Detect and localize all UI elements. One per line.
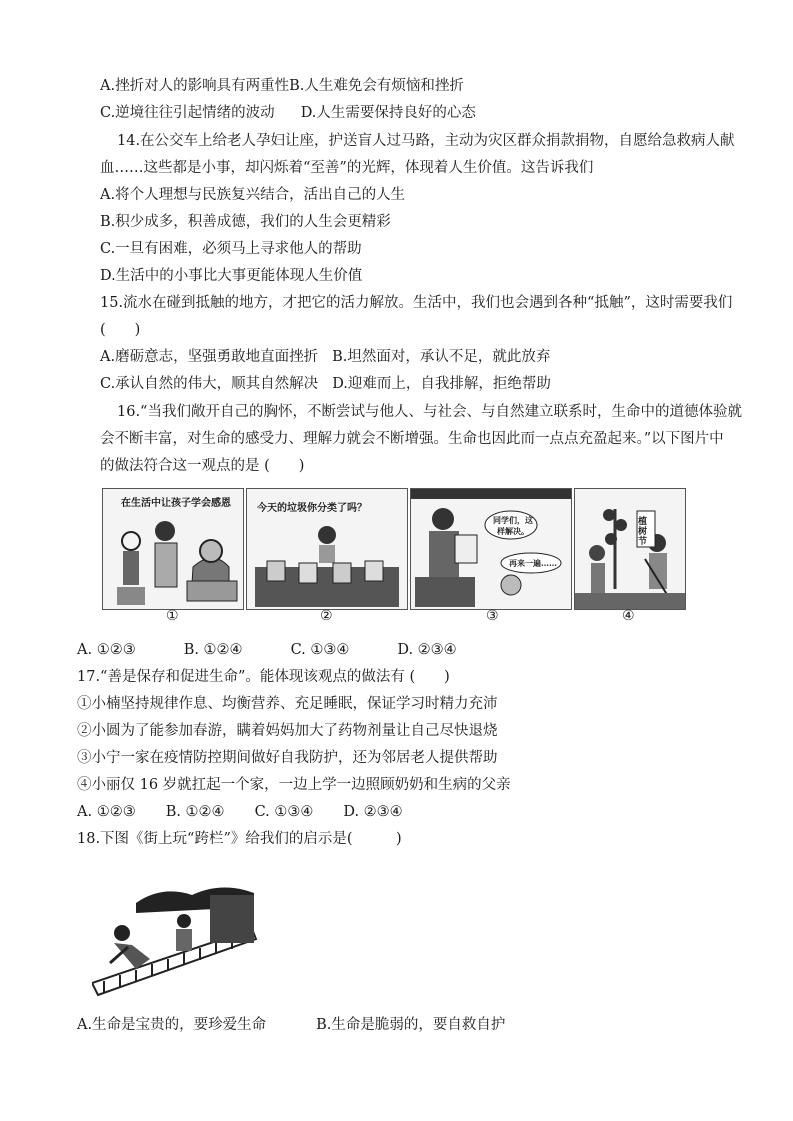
q16-cartoon-2-caption: 今天的垃圾你分类了吗？ (257, 503, 367, 514)
q15-option-c: C.承认自然的伟大，顺其自然解决 (100, 376, 319, 392)
q16-cartoon-3-drawing (411, 489, 571, 609)
q16-stem-line2: 会不断丰富，对生命的感受力、理解力就会不断增强。生命也因此而一点点充盈起来。”以下图片中 (100, 431, 724, 447)
q17-item-4: ④小丽仅 16 岁就扛起一个家，一边上学一边照顾奶奶和生病的父亲 (77, 777, 511, 793)
q17-item-3: ③小宁一家在疫情防控期间做好自我防护，还为邻居老人提供帮助 (77, 750, 498, 766)
q15-option-a: A.磨砺意志，坚强勇敢地直面挫折 (100, 349, 319, 365)
q17-option-d: D. ②③④ (343, 804, 403, 820)
q16-cartoon-3-bubble3: 再来一遍…… (509, 558, 557, 568)
q16-cartoon-3-bubble1: 同学们，这 (493, 515, 533, 525)
q16-stem-line3: 的做法符合这一观点的是 ( ) (100, 458, 305, 474)
q13-option-c: C.逆境往往引起情绪的波动 (100, 105, 275, 121)
q17-item-2: ②小圆为了能参加春游，瞒着妈妈加大了药物剂量让自己尽快退烧 (77, 723, 498, 739)
q15-stem-line2: ( ) (100, 322, 141, 338)
q16-cartoon-1-caption: 在生活中让孩子学会感恩 (121, 498, 231, 509)
q18-cartoon (92, 873, 262, 998)
q17-option-a: A. ①②③ (77, 804, 136, 820)
q14-option-d: D.生活中的小事比大事更能体现人生价值 (100, 268, 363, 284)
q16-option-c: C. ①③④ (290, 642, 350, 658)
q16-cartoon-2-number: ② (320, 608, 333, 624)
q17-option-c: C. ①③④ (254, 804, 314, 820)
q15-option-d: D.迎难而上，自我排解，拒绝帮助 (332, 376, 551, 392)
q14-option-c: C.一旦有困难，必须马上寻求他人的帮助 (100, 241, 362, 257)
q18-option-b: B.生命是脆弱的，要自救自护 (316, 1017, 506, 1033)
q17-stem: 17.“善是保存和促进生命”。能体现该观点的做法有 ( ) (77, 669, 450, 685)
q18-cartoon-drawing (92, 873, 262, 998)
q16-cartoon-3 (410, 488, 572, 610)
q14-option-b: B.积少成多，积善成德，我们的人生会更精彩 (100, 214, 391, 230)
q13-option-d: D.人生需要保持良好的心态 (300, 105, 476, 121)
q17-option-b: B. ①②④ (165, 804, 225, 820)
q13-option-a: A.挫折对人的影响具有两重性 (100, 78, 290, 94)
q14-option-a: A.将个人理想与民族复兴结合，活出自己的人生 (100, 187, 406, 203)
q15-options-row1 (100, 347, 550, 367)
q16-stem-line1: 16.“当我们敞开自己的胸怀，不断尝试与他人、与社会、与自然建立联系时，生命中的道德体验就 (117, 404, 742, 420)
q16-cartoon-4-sign: 植树节 (638, 517, 648, 547)
q13-option-b: B.人生难免会有烦恼和挫折 (289, 78, 464, 94)
q13-options-row2 (100, 103, 476, 123)
q13-options-row1 (100, 76, 464, 96)
q16-options (77, 640, 457, 660)
q18-stem: 18.下图《街上玩“跨栏”》给我们的启示是( ) (77, 831, 402, 847)
q15-options-row2 (100, 374, 551, 394)
q17-options (77, 802, 403, 822)
q16-option-d: D. ②③④ (397, 642, 457, 658)
q16-cartoon-1 (102, 488, 244, 610)
q17-item-1: ①小楠坚持规律作息、均衡营养、充足睡眠，保证学习时精力充沛 (77, 696, 498, 712)
q15-option-b: B.坦然面对，承认不足，就此放弃 (332, 349, 551, 365)
q14-stem-line2: 血……这些都是小事，却闪烁着“至善”的光辉，体现着人生价值。这告诉我们 (100, 160, 594, 176)
q16-cartoon-4-drawing (575, 489, 685, 609)
q16-cartoon-4-number: ④ (622, 608, 635, 624)
q16-cartoon-2 (246, 488, 408, 610)
q16-cartoon-4 (574, 488, 686, 610)
q18-option-a: A.生命是宝贵的，要珍爱生命 (77, 1017, 267, 1033)
q16-cartoon-3-bubble2: 样解决。 (497, 526, 529, 536)
q15-stem-line1: 15.流水在碰到抵触的地方，才把它的活力解放。生活中，我们也会遇到各种“抵触”，这时需要我们 (100, 295, 733, 311)
q16-option-a: A. ①②③ (77, 642, 136, 658)
q18-options (77, 1015, 505, 1035)
q16-cartoon-3-number: ③ (486, 608, 499, 624)
q16-option-b: B. ①②④ (183, 642, 243, 658)
q14-stem-line1: 14.在公交车上给老人孕妇让座，护送盲人过马路，主动为灾区群众捐款捐物，自愿给急救病人献 (117, 133, 735, 149)
q16-cartoon-1-number: ① (166, 608, 179, 624)
